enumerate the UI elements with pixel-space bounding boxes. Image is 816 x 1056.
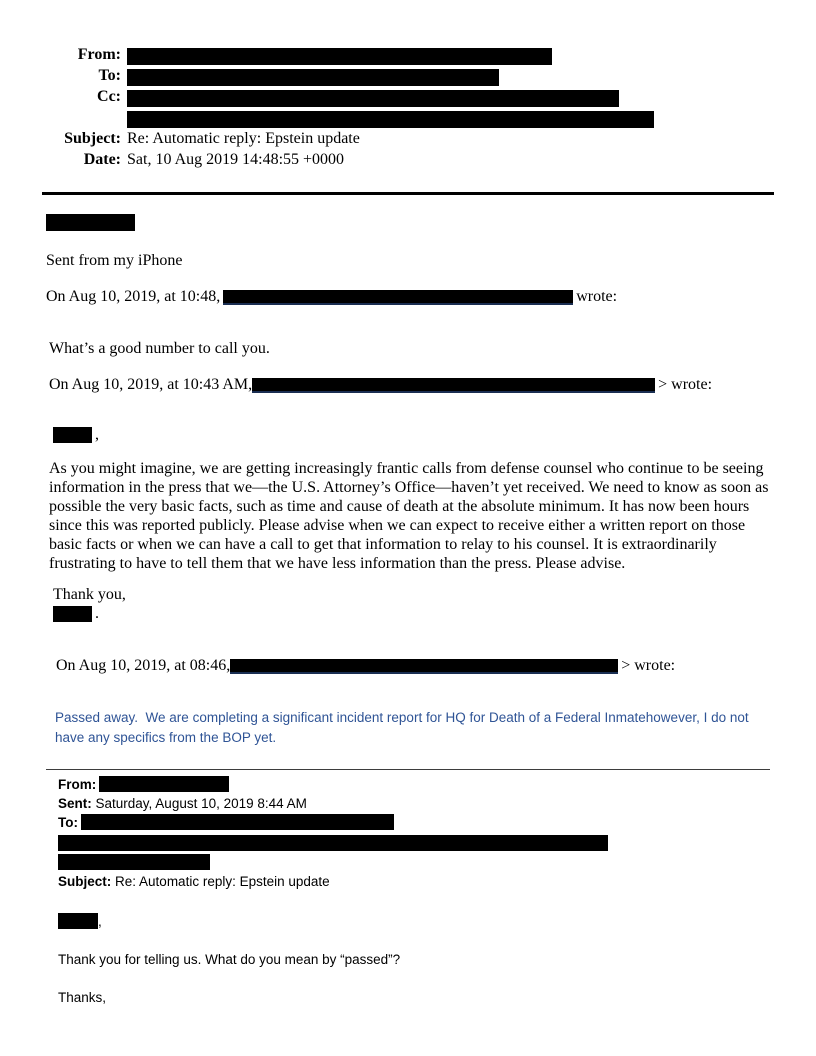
quoted-salutation-line: , [58, 912, 770, 931]
header-row-cc-cont [46, 107, 770, 128]
sent-from-iphone: Sent from my iPhone [46, 252, 183, 269]
redaction-bar [127, 111, 654, 128]
header-row-to [46, 65, 770, 86]
cc-label: Cc: [97, 88, 121, 105]
reply2-attribution: On Aug 10, 2019, at 10:43 AM, > wrote: [49, 376, 713, 393]
subject-value: Re: Automatic reply: Epstein update [127, 130, 360, 147]
reply1-attribution: On Aug 10, 2019, at 10:48, wrote: [46, 288, 618, 305]
bop-reply-text: Passed away. We are completing a significant incident report for HQ for Death of a Federal Inmatehowever, I do not have any specifics from the BOP yet. [55, 710, 753, 745]
to-label: To: [98, 67, 121, 84]
redaction-bar [53, 427, 92, 443]
signature-line: . [53, 604, 770, 623]
redaction-bar [81, 814, 394, 830]
header-row-subject [46, 128, 770, 149]
redaction-bar [58, 835, 608, 851]
quoted-from-row [58, 775, 770, 794]
quoted-email [58, 775, 770, 1007]
redaction-bar [252, 378, 655, 393]
redaction-bar [58, 854, 210, 870]
date-label: Date: [83, 151, 121, 168]
redaction-bar [46, 214, 135, 231]
subject-label: Subject: [64, 130, 121, 147]
from-label: From: [77, 46, 121, 63]
header-row-from [46, 44, 770, 65]
main-paragraph: As you might imagine, we are getting increasingly frantic calls from defense counsel who continue to be seeing information in the press that we—the U.S. Attorney’s Office—haven’t yet received. We need to know as soon as possible the very basic facts, such as time and cause of death at the absolute minimum. It has now been hours since this was reported publicly. Please advise when we can expect to receive either a written report on those basic facts or when we can have a call to get that information to relay to his counsel. It is extraordinarily frustrating to have to tell them that we have less information than the press. Please advise. [49, 460, 769, 572]
separator-rule [42, 192, 774, 195]
reply3-attribution: On Aug 10, 2019, at 08:46, > wrote: [56, 657, 676, 674]
quoted-subject-label: Subject: [58, 874, 112, 889]
quoted-sent-row [58, 794, 770, 813]
quoted-sent-label: Sent: [58, 796, 92, 811]
quoted-to-row [58, 813, 770, 832]
salutation-line: , [53, 425, 770, 444]
quoted-body-line2: Thanks, [58, 990, 107, 1005]
redaction-bar [127, 69, 499, 86]
redaction-bar [58, 913, 98, 929]
quoted-subject-row [58, 872, 770, 891]
redaction-bar [223, 290, 573, 305]
date-value: Sat, 10 Aug 2019 14:48:55 +0000 [127, 151, 345, 168]
redaction-bar [127, 48, 552, 65]
message-thread [46, 214, 770, 675]
quoted-to-label: To: [58, 815, 78, 830]
quoted-sent-value: Saturday, August 10, 2019 8:44 AM [95, 796, 307, 811]
question-line: What’s a good number to call you. [49, 340, 270, 357]
header-row-date [46, 149, 770, 170]
quoted-from-label: From: [58, 777, 97, 792]
quoted-body-line1: Thank you for telling us. What do you mean by “passed”? [58, 952, 401, 967]
thank-you-line: Thank you, [53, 586, 126, 603]
redaction-bar [99, 776, 229, 792]
redaction-bar [230, 659, 618, 674]
header-row-cc [46, 86, 770, 107]
quoted-separator-rule [46, 769, 770, 770]
quoted-subject-value: Re: Automatic reply: Epstein update [115, 874, 330, 889]
email-header [46, 44, 770, 170]
redaction-bar [53, 606, 92, 622]
redaction-bar [127, 90, 619, 107]
